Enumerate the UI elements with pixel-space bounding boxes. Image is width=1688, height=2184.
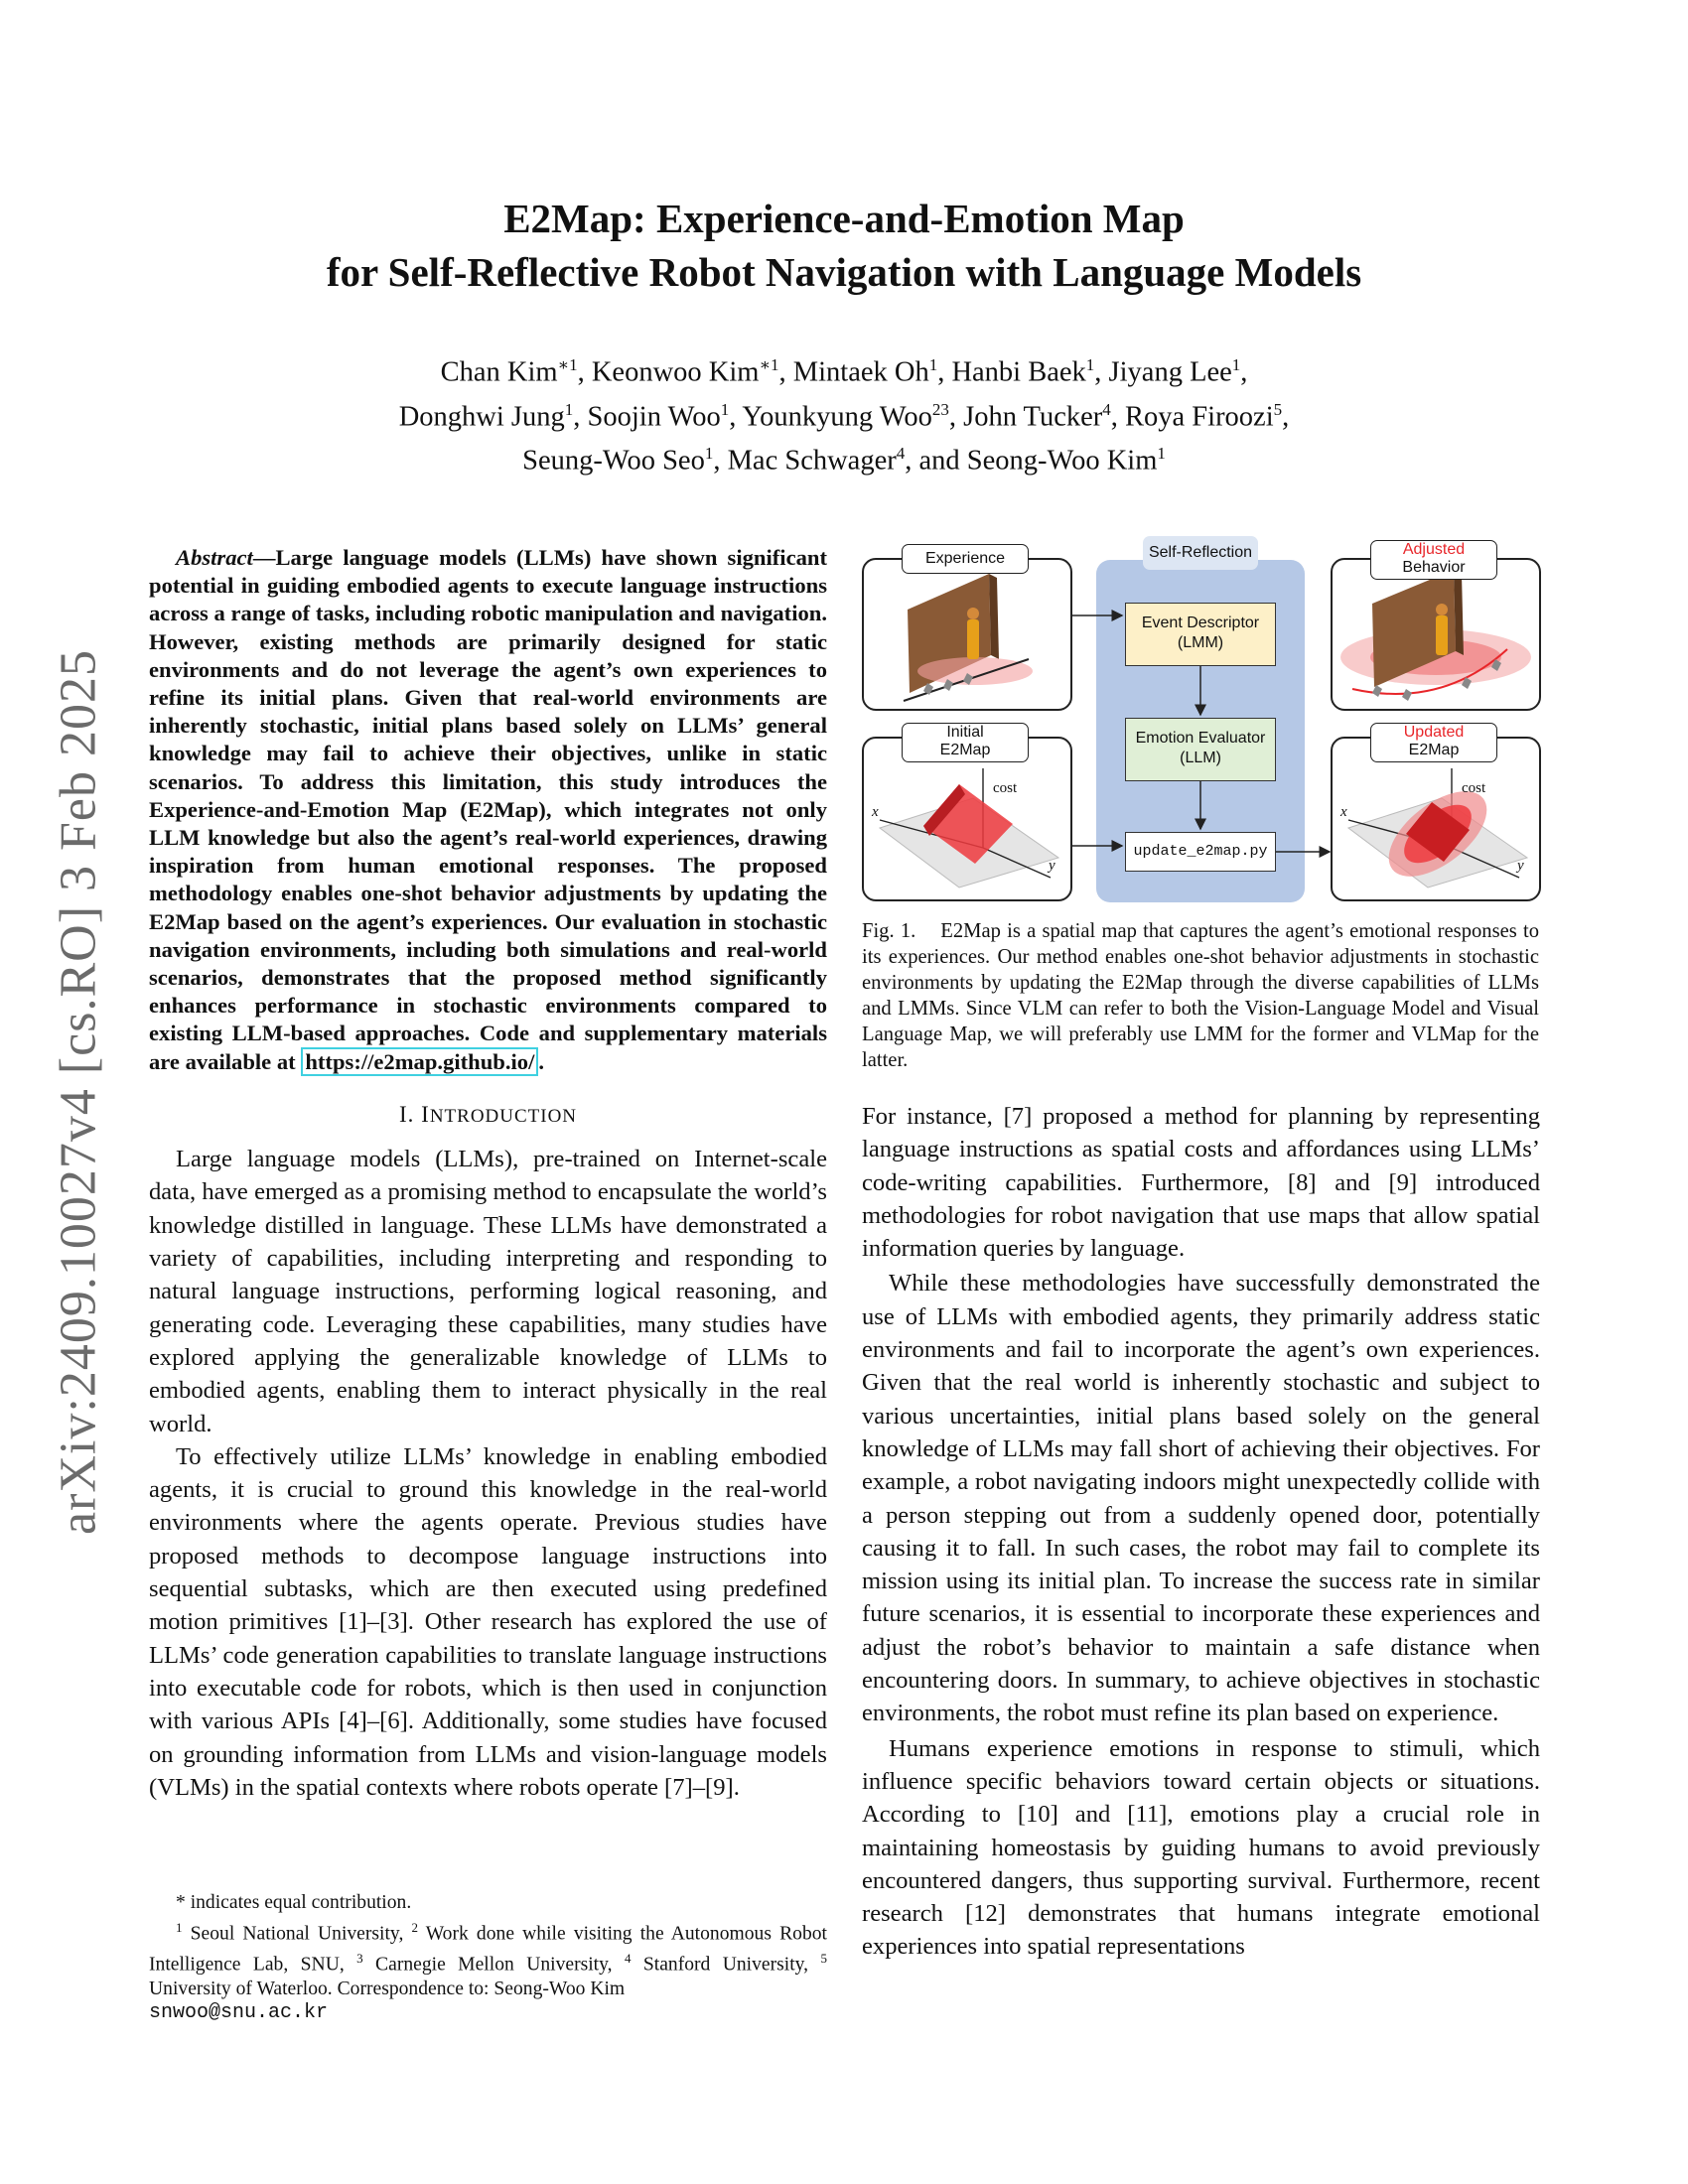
intro-paragraph-2: To effectively utilize LLMs’ knowledge in enabling embodied agents, it is crucial to ground this knowledge in the real-world environments where the agents operate. Previous studies have proposed methods to decompose language instructions into sequential subtasks, which are then executed using predefined motion primitives [1]–[3]. Other research has explored the use of LLMs’ code generation capabilities to translate language instructions into executable code for robots, which is then used in conjunction with various APIs [4]–[6]. Additionally, some studies have focused on grounding information from LLMs and vision-language models (VLMs) in the spatial contexts where robots operate [7]–[9]. <box>149 1442 827 1801</box>
footnote-email: snwoo@snu.ac.kr <box>149 2001 329 2025</box>
abstract-text: Large language models (LLMs) have shown significant potential in guiding embodied agents to execute language instructions across a range of tasks, including robotic manipulation and navigation. However, existing methods are primarily designed for static environments and do not leverage the agent’s own experiences to refine its initial plans. Given that real-world environments are inherently stochastic, initial plans based solely on LLMs’ general knowledge may fail to achieve their objectives, unlike in static scenarios. To address this limitation, this study introduces the Experience-and-Emotion Map (E2Map), which integrates not only LLM knowledge but also the agent’s real-world experiences, drawing inspiration from human emotional responses. The proposed methodology enables one-shot behavior adjustments by updating the E2Map based on the agent’s experiences. Our evaluation in stochastic navigation environments, including both simulations and real-world scenarios, demonstrates that the proposed method significantly enhances performance in stochastic environments compared to existing LLM-based approaches. Code and supplementary materials are available at <box>149 545 827 1074</box>
updated-x-axis-label: x <box>1340 804 1347 820</box>
abstract-lead: Abstract <box>176 545 253 570</box>
arxiv-sidebar-stamp <box>34 596 123 1588</box>
updated-e2map-label: Updated E2Map <box>1370 723 1497 762</box>
updated-cost-axis-label: cost <box>1462 780 1486 796</box>
project-link[interactable]: https://e2map.github.io/ <box>301 1047 538 1076</box>
right-column <box>862 1100 1540 1964</box>
left-column <box>149 544 827 1804</box>
initial-y-axis-label: y <box>1049 858 1055 874</box>
paper-title <box>169 192 1519 299</box>
self-reflection-label: Self-Reflection <box>1143 536 1258 570</box>
initial-e2map-plot <box>864 739 1070 899</box>
experience-panel <box>862 558 1072 711</box>
initial-cost-axis-label: cost <box>993 780 1018 796</box>
author-line-1: Chan Kim$^{∗1}$, Keonwoo Kim$^{∗1}$, Mintaek Oh$^1$, Hanbi Baek$^1$, Jiyang Lee$^1$, <box>440 355 1248 388</box>
right-paragraph-1: For instance, [7] proposed a method for planning by representing language instructions as spatial costs and affordances using LLMs’ code-writing capabilities. Furthermore, [8] and [9] introduced methodologies for robot navigation that use maps that allow spatial information queries by language. <box>862 1103 1540 1263</box>
abstract: Abstract—Large language models (LLMs) have shown significant potential in guiding embodied agents to execute language instructions across a range of tasks, including robotic manipulation and navigation. However, existing methods are primarily designed for static environments and do not leverage the agent’s own experiences to refine its initial plans. Given that real-world environments are inherently stochastic, initial plans based solely on LLMs’ general knowledge may fail to achieve their objectives, unlike in static scenarios. To address this limitation, this study introduces the Experience-and-Emotion Map (E2Map), which integrates not only LLM knowledge but also the agent’s real-world experiences, drawing inspiration from human emotional responses. The proposed methodology enables one-shot behavior adjustments by updating the E2Map based on the agent’s experiences. Our evaluation in stochastic navigation environments, including both simulations and real-world scenarios, demonstrates that the proposed method significantly enhances performance in stochastic environments compared to existing LLM-based approaches. Code and supplementary materials are available at https://e2map.github.io/ . <box>149 545 827 1074</box>
update-script-box: update_e2map.py <box>1125 832 1276 872</box>
title-line-1: E2Map: Experience-and-Emotion Map <box>503 196 1185 241</box>
event-descriptor-box: Event Descriptor (LMM) <box>1125 603 1276 666</box>
author-line-2: Donghwi Jung$^1$, Soojin Woo$^1$, Younkyung Woo$^{23}$, John Tucker$^4$, Roya Firoozi$^5$, <box>398 399 1290 432</box>
footnote-equal: * indicates equal contribution. <box>176 1892 412 1913</box>
initial-e2map-label: Initial E2Map <box>902 723 1029 762</box>
experience-scene <box>864 560 1070 709</box>
intro-paragraph-1: Large language models (LLMs), pre-trained on Internet-scale data, have emerged as a promising method to encapsulate the world’s knowledge distilled in language. These LLMs have demonstrated a variety of capabilities, including interpreting and responding to natural language instructions, performing logical reasoning, and generating code. Leveraging these capabilities, many studies have explored applying the generalizable knowledge of LLMs to embodied agents, enabling them to interact physically in the real world. <box>149 1146 827 1437</box>
figure-1-caption <box>862 918 1539 1073</box>
adjusted-behavior-panel <box>1331 558 1541 711</box>
initial-x-axis-label: x <box>872 804 879 820</box>
figure-1 <box>862 536 1547 905</box>
footnotes <box>149 1891 827 2026</box>
arxiv-id: arXiv:2409.10027v4 [cs.RO] 3 Feb 2025 <box>50 648 107 1536</box>
figure-label: Fig. 1. <box>862 920 916 942</box>
right-paragraph-2: While these methodologies have successfully demonstrated the use of LLMs with embodied agents, they primarily address static environments and fail to incorporate the agent’s own experiences. Given that the real world is inherently stochastic and subject to various uncertainties, initial plans based solely on the general knowledge of LLMs may fall short of achieving their objectives. For example, a robot navigating indoors might unexpectedly collide with a person stepping out from a suddenly opened door, potentially causing it to fall. In such cases, the robot may fail to complete its mission using its initial plan. To increase the success rate in similar future scenarios, it is essential to incorporate these experiences and adjust the robot’s behavior to maintain a safe distance when encountering doors. In summary, to achieve objectives in stochastic environments, the robot must refine its plan based on experience. <box>862 1270 1540 1727</box>
footnote-affiliations: $^1$ Seoul National University, $^2$ Work done while visiting the Autonomous Robot Intelligence Lab, SNU, $^3$ Carnegie Mellon University, $^4$ Stanford University, $^5$ University of Waterloo. Correspondence to: Seong-Woo Kim <box>149 1919 828 1999</box>
author-line-3: Seung-Woo Seo$^1$, Mac Schwager$^4$, and Seong-Woo Kim$^1$ <box>522 444 1166 477</box>
right-paragraph-3: Humans experience emotions in response to stimuli, which influence specific behaviors toward certain objects or situations. According to [10] and [11], emotions play a crucial role in maintaining homeostasis by guiding humans to avoid previously encountered dangers, thus supporting survival. Furthermore, recent research [12] demonstrates that humans integrate emotional experiences into spatial representations <box>862 1734 1540 1961</box>
updated-e2map-plot <box>1333 739 1539 899</box>
caption-text: E2Map is a spatial map that captures the agent’s emotional responses to its experiences. Our method enables one-shot behavior adjustments in stochastic environments by updating the E2Map through the diverse capabilities of LLMs and LMMs. Since VLM can refer to both the Vision-Language Model and Visual Language Map, we will preferably use LMM for the former and VLMap for the latter. <box>862 920 1540 1071</box>
section-heading-introduction: I. INTRODUCTION <box>398 1101 578 1127</box>
title-line-2: for Self-Reflective Robot Navigation with Language Models <box>326 249 1362 295</box>
adjusted-behavior-label: Adjusted Behavior <box>1370 540 1497 580</box>
experience-label: Experience <box>902 544 1029 574</box>
emotion-evaluator-box: Emotion Evaluator (LLM) <box>1125 718 1276 781</box>
adjusted-behavior-scene <box>1333 560 1539 709</box>
updated-y-axis-label: y <box>1517 858 1524 874</box>
author-list <box>169 346 1519 479</box>
